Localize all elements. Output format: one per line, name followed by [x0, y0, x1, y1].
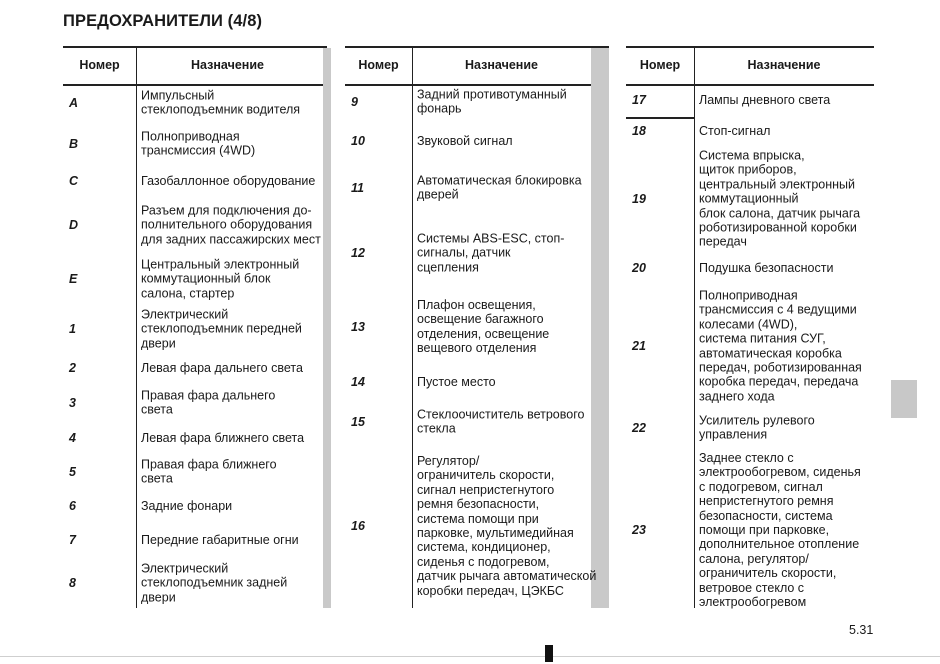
fuse-number: 6 [69, 499, 76, 513]
fuse-purpose: Правая фара ближнего света [141, 457, 277, 486]
table-header-rule [345, 84, 609, 86]
fuse-number: 2 [69, 361, 76, 375]
column-separator [694, 48, 695, 608]
fuse-purpose: Задний противотуманный фонарь [417, 87, 567, 116]
header-purpose: Назначение [465, 58, 538, 72]
fuse-number: 19 [632, 192, 646, 206]
fuse-purpose: Стоп-сигнал [699, 123, 771, 138]
table-header-rule [626, 84, 874, 86]
fuse-number: B [69, 137, 79, 151]
table-top-rule [626, 46, 874, 48]
fuse-number: 23 [632, 523, 646, 537]
fuse-number: 20 [632, 261, 646, 275]
table-gray-edge [323, 48, 331, 608]
header-number: Номер [358, 58, 399, 72]
fuse-purpose: Газобаллонное оборудование [141, 173, 316, 188]
registration-mark [545, 645, 553, 662]
fuse-number: 1 [69, 322, 76, 336]
fuse-purpose: Подушка безопасности [699, 260, 834, 275]
table-top-rule [63, 46, 327, 48]
fuse-number: 11 [351, 181, 364, 195]
row-divider [626, 117, 694, 119]
fuse-purpose: Электрический стеклоподъемник задней двери [141, 561, 288, 605]
fuse-purpose: Усилитель рулевого управления [699, 413, 815, 442]
fuse-number: 21 [632, 339, 646, 353]
fuse-purpose: Регулятор/ ограничитель скорости, сигнал непристегнутого ремня безопасности, система помощи при парковке, мультимедийная система, кондиционер, сиденья с подогревом, датчик рычага автоматической коробки передач, ЦЭКБС [417, 453, 597, 598]
fuse-number: 15 [351, 415, 365, 429]
fuse-table-3 [626, 46, 874, 608]
fuse-purpose: Левая фара ближнего света [141, 430, 305, 445]
fuse-purpose: Центральный электронный коммутационный блок салона, стартер [141, 257, 300, 301]
fuse-number: 12 [351, 246, 365, 260]
fuse-number: 8 [69, 576, 76, 590]
fuse-number: 22 [632, 421, 646, 435]
fuse-number: A [69, 96, 79, 110]
fuse-number: 10 [351, 134, 365, 148]
fuse-purpose: Стеклоочиститель ветрового стекла [417, 407, 585, 436]
fuse-table-2 [345, 46, 609, 608]
fuse-number: C [69, 174, 79, 188]
fuse-purpose: Плафон освещения, освещение багажного отделения, освещение вещевого отделения [417, 298, 550, 356]
fuse-number: 13 [351, 320, 365, 334]
column-separator [136, 48, 137, 608]
fuse-purpose: Заднее стекло с электрообогревом, сиденья с подогревом, сигнал непристегнутого ремня безопасности, система помощи при парковке, дополнительное отопление салона, регулятор/ ограничитель скорости, ветровое стекло с электрообогревом [699, 450, 861, 609]
header-purpose: Назначение [747, 58, 821, 72]
header-number: Номер [639, 58, 681, 72]
fuse-number: 14 [351, 375, 365, 389]
fuse-purpose: Правая фара дальнего света [141, 388, 276, 417]
fuse-number: 17 [632, 93, 646, 107]
table-header-rule [63, 84, 327, 86]
fuse-purpose: Задние фонари [141, 498, 233, 513]
fuse-purpose: Разъем для подключения до- полнительного оборудования для задних пассажирских мест [141, 203, 321, 247]
column-separator [412, 48, 413, 608]
bottom-rule [0, 656, 940, 657]
fuse-purpose: Системы ABS-ESC, стоп- сигналы, датчик сцепления [417, 231, 565, 275]
fuse-number: 16 [351, 519, 365, 533]
fuse-number: 9 [351, 95, 358, 109]
header-number: Номер [79, 58, 120, 72]
fuse-number: E [69, 272, 78, 286]
fuse-purpose: Пустое место [417, 374, 496, 389]
fuse-number: 18 [632, 124, 646, 138]
table-top-rule [345, 46, 609, 48]
fuse-purpose: Передние габаритные огни [141, 532, 299, 547]
fuse-purpose: Полноприводная трансмиссия (4WD) [141, 129, 256, 158]
page-number: 5.31 [849, 623, 874, 637]
fuse-table-1 [63, 46, 327, 608]
page-title: ПРЕДОХРАНИТЕЛИ (4/8) [63, 12, 263, 30]
fuse-purpose: Импульсный стеклоподъемник водителя [141, 88, 301, 117]
fuse-purpose: Звуковой сигнал [417, 133, 513, 148]
fuse-purpose: Лампы дневного света [699, 92, 831, 107]
section-tab-marker [891, 380, 917, 418]
fuse-number: 3 [69, 396, 76, 410]
fuse-number: 7 [69, 533, 76, 547]
fuse-purpose: Система впрыска, щиток приборов, центральный электронный коммутационный блок салона, датчик рычага роботизированной коробки передач [699, 148, 861, 250]
fuse-purpose: Полноприводная трансмиссия с 4 ведущими колесами (4WD), система питания СУГ, автоматическая коробка передач, роботизированная коробка передач, передача заднего хода [699, 288, 862, 404]
fuse-purpose: Левая фара дальнего света [141, 360, 303, 375]
fuse-purpose: Автоматическая блокировка дверей [417, 173, 582, 202]
fuse-number: D [69, 218, 79, 232]
fuse-number: 5 [69, 465, 76, 479]
header-purpose: Назначение [191, 58, 264, 72]
fuse-number: 4 [69, 431, 76, 445]
fuse-purpose: Электрический стеклоподъемник передней двери [141, 307, 302, 351]
